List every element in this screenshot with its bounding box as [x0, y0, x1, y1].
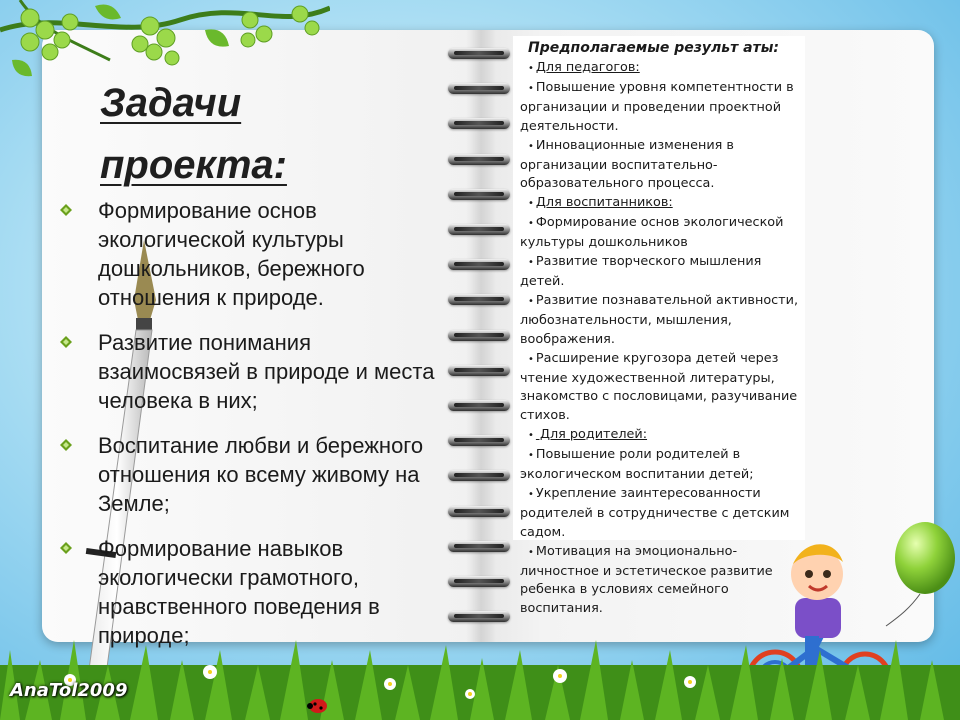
results-item: [520, 137, 805, 195]
spiral-ring: [448, 330, 510, 341]
bullet-dot-icon: •: [528, 450, 534, 462]
bullet-dot-icon: •: [528, 546, 534, 558]
task-item: [60, 431, 440, 518]
spiral-ring: [448, 224, 510, 235]
spiral-ring: [448, 259, 510, 270]
results-line-text: Повышение роли родителей в экологическом воспитании детей;: [520, 447, 754, 483]
results-list: [520, 59, 805, 619]
results-line-text: Инновационные изменения в организации воспитательно-образовательного процесса.: [520, 137, 734, 192]
spiral-ring: [448, 400, 510, 411]
spiral-ring: [448, 470, 510, 481]
tasks-title: Задачи проекта:: [100, 81, 287, 187]
diamond-bullet-icon: [60, 336, 72, 348]
spiral-ring: [448, 83, 510, 94]
spiral-ring: [448, 506, 510, 517]
results-line-text: Развитие творческого мышления детей.: [520, 254, 762, 289]
spiral-ring: [448, 541, 510, 552]
results-item: [520, 350, 805, 427]
results-section-heading: [520, 59, 805, 79]
results-section-heading: [520, 426, 805, 446]
bullet-dot-icon: •: [528, 140, 534, 152]
task-item: [60, 328, 440, 415]
results-line-text: Для воспитанников:: [535, 195, 673, 211]
results-item: [520, 79, 805, 137]
bullet-dot-icon: •: [528, 257, 534, 269]
results-panel: [513, 36, 805, 617]
tasks-list: [60, 196, 440, 666]
spiral-ring: [448, 118, 510, 129]
results-line-text: Повышение уровня компетентности в организации и проведении проектной деятельности.: [520, 79, 794, 134]
bullet-dot-icon: •: [528, 218, 534, 230]
spiral-ring: [448, 48, 510, 59]
bullet-dot-icon: •: [528, 198, 534, 210]
spiral-ring: [448, 576, 510, 587]
spiral-ring: [448, 365, 510, 376]
results-item: [520, 253, 805, 292]
bullet-dot-icon: •: [528, 430, 534, 442]
diamond-bullet-icon: [60, 542, 72, 554]
results-item: [520, 446, 805, 485]
task-text: Развитие понимания взаимосвязей в природе и места человека в них;: [98, 330, 435, 413]
results-item: [520, 214, 805, 253]
bullet-dot-icon: •: [528, 82, 534, 94]
results-line-text: Укрепление заинтересованности родителей в сотрудничестве с детским садом.: [520, 485, 790, 540]
results-section-heading: [520, 194, 805, 214]
results-item: [520, 292, 805, 350]
bullet-dot-icon: •: [528, 63, 534, 74]
results-line-text: Развитие познавательной активности, любознательности, мышления, воображения.: [520, 292, 799, 347]
bullet-dot-icon: •: [528, 295, 534, 307]
diamond-bullet-icon: [60, 439, 72, 451]
watermark: AnaTol2009: [10, 680, 128, 701]
task-text: Формирование основ экологической культуры дошкольников, бережного отношения к природе.: [98, 198, 365, 310]
task-item: [60, 196, 440, 312]
results-line-text: Расширение кругозора детей через чтение художественной литературы, знакомство с пословицами, разучивание стихов.: [520, 350, 798, 424]
spiral-ring: [448, 154, 510, 165]
diamond-bullet-icon: [60, 204, 72, 216]
task-text: Воспитание любви и бережного отношения ко всему живому на Земле;: [98, 433, 424, 516]
task-text: Формирование навыков экологически грамотного, нравственного поведения в природе;: [98, 536, 380, 648]
results-line-text: Формирование основ экологической культуры дошкольников: [520, 215, 784, 251]
notebook-spiral-binding: [448, 48, 514, 618]
bullet-dot-icon: •: [528, 488, 534, 500]
spiral-ring: [448, 189, 510, 200]
bullet-dot-icon: •: [528, 353, 534, 365]
grass-decoration: [0, 610, 960, 720]
results-line-text: Для педагогов:: [535, 60, 640, 75]
results-line-text: Мотивация на эмоционально-личностное и эстетическое развитие ребенка в условиях семейного воспитания.: [520, 543, 773, 617]
spiral-ring: [448, 435, 510, 446]
results-title: Предполагаемые результ аты:: [528, 40, 779, 56]
results-line-text: Для родителей:: [535, 427, 648, 443]
results-item: [520, 485, 805, 543]
spiral-ring: [448, 294, 510, 305]
